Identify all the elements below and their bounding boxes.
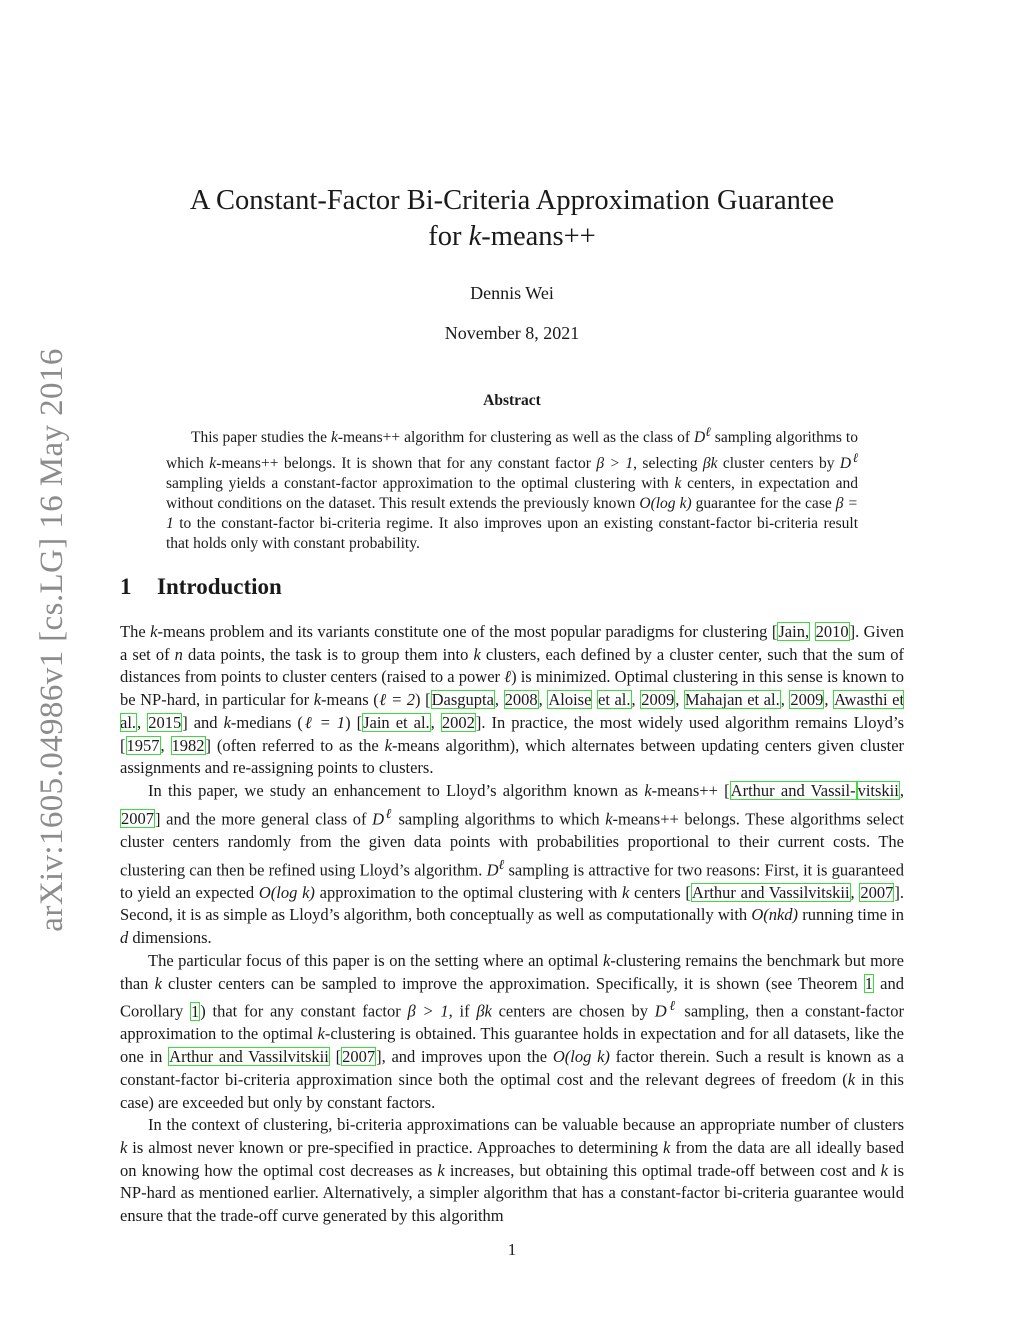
paragraph-1: The k-means problem and its variants constitute one of the most popular paradigms for clustering [Jain, 2010]. Given a set of n data points, the task is to group them into k clusters, each defined by a cluster center, such that the sum of distances from points to cluster centers (raised to a power ℓ) is minimized. Optimal clustering in this sense is known to be NP-hard, in particular for k-means (ℓ = 2) [Dasgupta, 2008, Aloise et al., 2009, Mahajan et al., 2009, Awasthi et al., 2015] and k-medians (ℓ = 1) [Jain et al., 2002]. In practice, the most widely used algorithm remains Lloyd’s [1957, 1982] (often referred to as the k-means algorithm), which alternates between updating centers given cluster assignments and re-assigning points to clusters. [120,622,905,778]
paper-date: November 8, 2021 [444,323,580,343]
citation-link[interactable]: Arthur and Vassilvitskii [169,1047,329,1067]
arxiv-stamp: arXiv:1605.04986v1 [cs.LG] 16 May 2016 [34,348,70,932]
paper-title [120,183,904,255]
citation-link[interactable]: 1957 [126,735,160,755]
citation-link[interactable]: Dasgupta [431,690,494,710]
abstract-heading: Abstract [483,392,541,409]
citation-link[interactable]: 2008 [504,690,538,710]
citation-link[interactable]: 2007 [121,809,154,829]
citation-link[interactable]: Jain et al. [363,712,430,732]
citation-link[interactable]: 2009 [641,690,675,710]
citation-link[interactable]: Awasthi et al. [120,690,905,732]
theorem-link[interactable]: 1 [864,973,873,993]
citation-link[interactable]: 2007 [860,882,894,902]
paragraph-2: In this paper, we study an enhancement to Lloyd’s algorithm known as k-means++ [Arthur and Vassil- vitskii, 2007] and the more general class of $D^\ell$ sampling algorithms to which k-means++ belongs. These algorithms select cluster centers randomly from the given data points with probabilities proportional to their current costs. The clustering can then be refined using Lloyd’s algorithm. $D^\ell$ sampling is attractive for two reasons: First, it is guaranteed to yield an expected O(log k) approximation to the optimal clustering with k centers [Arthur and Vassilvitskii, 2007]. Second, it is as simple as Lloyd’s algorithm, both conceptually as well as computationally with O(nkd) running time in d dimensions. [120,780,905,948]
section-heading: 1 Introduction [120,574,282,599]
citation-link[interactable]: 2007 [342,1047,376,1067]
citation-link[interactable]: vitskii [857,780,899,800]
citation-link[interactable]: Jain, [778,622,810,641]
citation-link[interactable]: 2010 [815,622,849,641]
title-line-1: A Constant-Factor Bi-Criteria Approximation Guarantee [189,185,835,216]
citation-link[interactable]: Aloise [548,690,592,710]
citation-link[interactable]: 2015 [148,712,182,732]
paragraph-3: The particular focus of this paper is on the setting where an optimal k-clustering remains the benchmark but more than k cluster centers can be sampled to improve the approximation. Specifically, it is shown (see Theorem 1 and Corollary 1) that for any constant factor β > 1, if βk centers are chosen by $D^\ell$ sampling, then a constant-factor approximation to the optimal k-clustering is obtained. This guarantee holds in expectation and for all datasets, like the one in Arthur and Vassilvitskii [2007], and improves upon the O(log k) factor therein. Such a result is known as a constant-factor bi-criteria approximation since both the optimal cost and the relevant degrees of freedom (k in this case) are exceeded but only by constant factors. [120,950,904,1112]
corollary-link[interactable]: 1 [191,1001,200,1021]
citation-link[interactable]: 2002 [441,712,475,732]
abstract-text: This paper studies the k-means++ algorithm for clustering as well as the class of $D^\ell$ sampling algorithms to which k-means++ belongs. It is shown that for any constant factor β > 1, selecting βk cluster centers by $D^\ell$ sampling yields a constant-factor approximation to the optimal clustering with k centers, in expectation and without conditions on the dataset. This result extends the previously known O(log k) guarantee for the case β = 1 to the constant-factor bi-criteria regime. It also improves upon an existing constant-factor bi-criteria result that holds only with constant probability. [166,424,859,553]
citation-link[interactable]: Arthur and Vassilvitskii [691,882,850,902]
page-number: 1 [507,1240,517,1259]
title-line-2: for k-means++ [428,221,596,252]
citation-link[interactable]: 2009 [790,690,824,710]
citation-link[interactable]: Mahajan et al. [684,690,780,710]
paragraph-4: In the context of clustering, bi-criteria approximations can be valuable because an appropriate number of clusters k is almost never known or pre-specified in practice. Approaches to determining k from the data are all ideally based on knowing how the optimal cost decreases as k increases, but obtaining this optimal trade-off between cost and k is NP-hard as mentioned earlier. Alternatively, a simpler algorithm that has a constant-factor bi-criteria guarantee would ensure that the trade-off curve generated by this algorithm [120,1115,904,1226]
body-text [120,621,904,1228]
author-name: Dennis Wei [470,283,554,303]
citation-link[interactable]: 1982 [171,735,205,755]
citation-link[interactable]: et al. [598,690,631,710]
citation-link[interactable]: Arthur and Vassil- [730,780,856,800]
